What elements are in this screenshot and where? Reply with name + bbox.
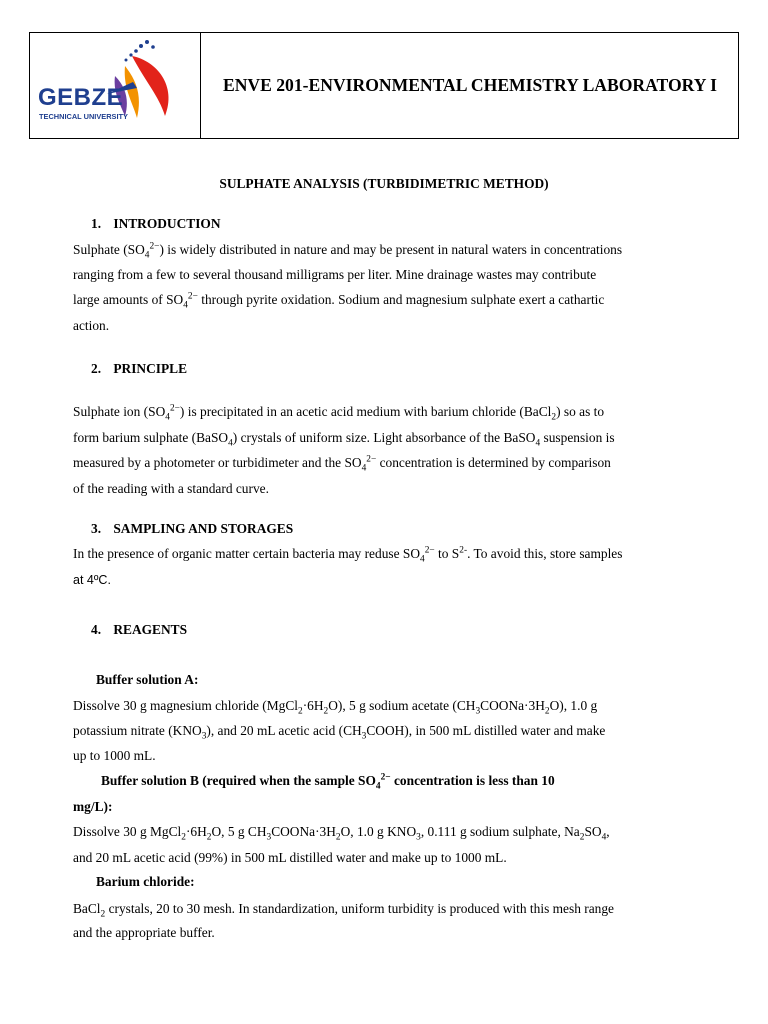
document-title: SULPHATE ANALYSIS (TURBIDIMETRIC METHOD) bbox=[219, 176, 549, 191]
buffer-b-heading-cont: mg/L): bbox=[73, 799, 113, 814]
text-line: Dissolve 30 g $MgCl_2\cdot 6H_2O$, 5 g $CH_3COONa\cdot 3H_2O$, 1.0 g $KNO_3$, 0.111 g sodium sulphate, $Na_2SO_4$, bbox=[73, 824, 610, 843]
text-line: and 20 mL acetic acid (99%) in 500 mL distilled water and make up to 1000 mL. bbox=[73, 850, 507, 865]
section-heading-principle: 2. PRINCIPLE bbox=[91, 361, 188, 376]
text-line: BaCl$_2$ crystals, 20 to 30 mesh. In standardization, uniform turbidity is produced with this mesh range bbox=[73, 901, 614, 920]
logo-wordmark: GEBZE bbox=[38, 84, 124, 111]
text-line: at 4ºC. bbox=[73, 573, 111, 587]
text-line: and the appropriate buffer. bbox=[73, 925, 215, 940]
text-line: action. bbox=[73, 318, 110, 333]
text-line: In the presence of organic matter certain bacteria may reduse $SO_4^{2-}$ to $S^{2-}$. To avoid this, store samples bbox=[73, 545, 623, 565]
text-line: Sulphate ion $(SO_4^{2-})$ is precipitated in an acetic acid medium with barium chloride (BaCl$_2$) so as to bbox=[73, 403, 605, 423]
text-line: measured by a photometer or turbidimeter and the $SO_4^{2-}$ concentration is determined by comparison bbox=[73, 454, 611, 474]
text-line: up to 1000 mL. bbox=[73, 748, 156, 763]
text-line: Sulphate $(SO_4^{2-})$ is widely distributed in nature and may be present in natural waters in concentrations bbox=[73, 241, 623, 261]
text-line: of the reading with a standard curve. bbox=[73, 481, 269, 496]
section-heading-reagents: 4. REAGENTS bbox=[91, 622, 188, 637]
text-line: potassium nitrate $(KNO_3)$, and 20 mL acetic acid $(CH_3COOH)$, in 500 mL distilled water and make bbox=[73, 723, 606, 742]
text-line: large amounts of $SO_4^{2-}$ through pyrite oxidation. Sodium and magnesium sulphate exert a cathartic bbox=[73, 291, 605, 311]
section-heading-introduction: 1. INTRODUCTION bbox=[91, 216, 221, 231]
text-line: form barium sulphate (BaSO$_4$) crystals of uniform size. Light absorbance of the BaSO$_4$ suspension is bbox=[73, 430, 615, 449]
logo-subtitle: TECHNICAL UNIVERSITY bbox=[39, 112, 128, 121]
university-logo bbox=[37, 36, 187, 131]
text-line: Dissolve 30 g magnesium chloride $(MgCl_2\cdot 6H_2O)$, 5 g sodium acetate $(CH_3COONa\cdot 3H_2O)$, 1.0 g bbox=[73, 698, 598, 717]
buffer-a-heading: Buffer solution A: bbox=[96, 672, 199, 687]
course-title: ENVE 201-ENVIRONMENTAL CHEMISTRY LABORATORY I bbox=[222, 75, 718, 95]
barium-chloride-heading: Barium chloride: bbox=[96, 874, 195, 889]
section-heading-sampling: 3. SAMPLING AND STORAGES bbox=[91, 521, 294, 536]
buffer-b-heading: Buffer solution B (required when the sample $SO_4^{2-}$ concentration is less than 10 bbox=[101, 772, 555, 792]
text-line: ranging from a few to several thousand milligrams per liter. Mine drainage wastes may contribute bbox=[73, 267, 597, 282]
